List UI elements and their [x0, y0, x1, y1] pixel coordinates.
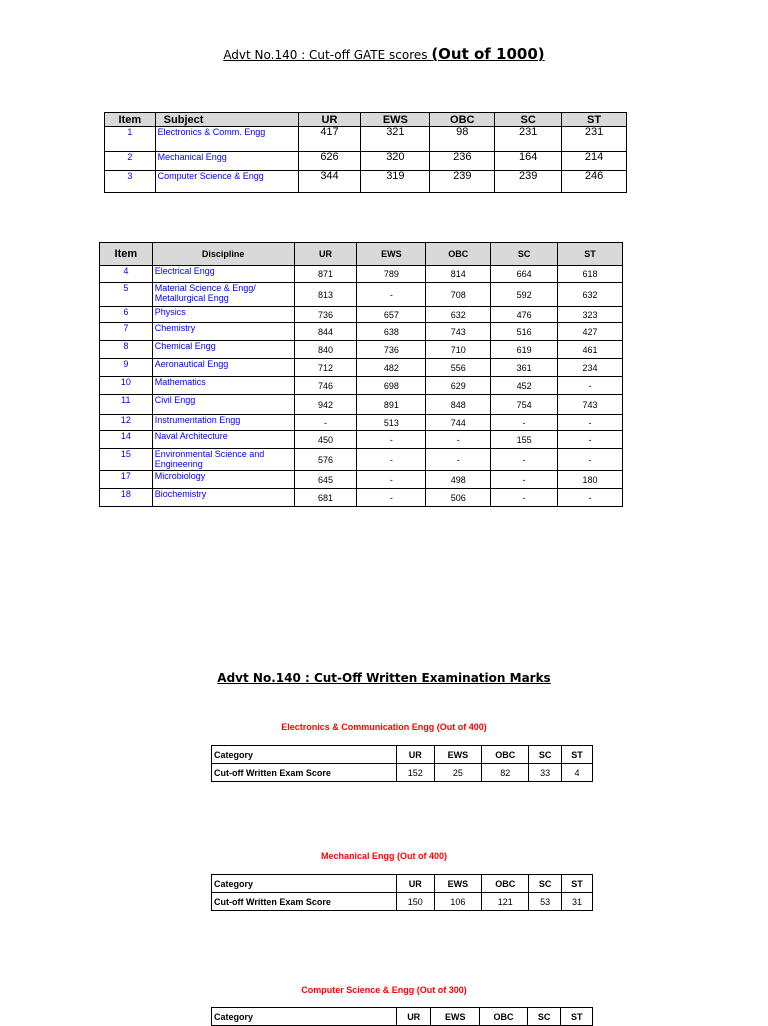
discipline-cell: Microbiology — [152, 471, 294, 489]
value-cell: 710 — [426, 341, 491, 359]
discipline-cell: Mathematics — [152, 377, 294, 395]
col-header-obc: OBC — [426, 243, 491, 266]
item-cell: 5 — [100, 283, 153, 307]
table-row — [105, 152, 627, 171]
value-cell: 813 — [294, 283, 357, 307]
value-cell: 814 — [426, 266, 491, 283]
gate-title-main: Advt No.140 : Cut-off GATE scores — [223, 48, 432, 62]
value-cell: 231 — [562, 127, 627, 152]
value-cell: 618 — [558, 266, 623, 283]
col-header-st: ST — [562, 746, 593, 764]
table-row — [100, 323, 623, 341]
discipline-cell: Material Science & Engg/ Metallurgical Engg — [152, 283, 294, 307]
table-row — [212, 764, 593, 782]
value-cell: 461 — [558, 341, 623, 359]
value-cell: 506 — [426, 489, 491, 507]
value-cell: 476 — [491, 307, 558, 323]
value-cell: 645 — [294, 471, 357, 489]
table-header-row — [212, 1008, 593, 1026]
value-cell: 417 — [298, 127, 361, 152]
item-cell: 10 — [100, 377, 153, 395]
table-row — [105, 127, 627, 152]
value-cell: 246 — [562, 171, 627, 193]
item-cell: 18 — [100, 489, 153, 507]
value-cell: 736 — [357, 341, 426, 359]
discipline-cell: Civil Engg — [152, 395, 294, 415]
value-cell: - — [357, 431, 426, 449]
col-header-sc: SC — [529, 746, 562, 764]
col-header-st: ST — [558, 243, 623, 266]
value-cell: 619 — [491, 341, 558, 359]
item-cell: 4 — [100, 266, 153, 283]
value-cell: 450 — [294, 431, 357, 449]
col-header-sc: SC — [491, 243, 558, 266]
item-cell: 2 — [105, 152, 156, 171]
value-cell: 452 — [491, 377, 558, 395]
value-cell: 754 — [491, 395, 558, 415]
gate-title — [0, 45, 768, 63]
value-cell: - — [357, 283, 426, 307]
col-header-obc: OBC — [482, 746, 529, 764]
value-cell: 516 — [491, 323, 558, 341]
col-header-discipline: Discipline — [152, 243, 294, 266]
col-header-subject: Subject — [155, 113, 298, 127]
table-row — [100, 359, 623, 377]
value-cell: 592 — [491, 283, 558, 307]
subject-cell: Computer Science & Engg — [155, 171, 298, 193]
value-cell: 231 — [495, 127, 562, 152]
value-cell: 180 — [558, 471, 623, 489]
value-cell: - — [491, 449, 558, 471]
value-cell: 239 — [495, 171, 562, 193]
table-row — [100, 449, 623, 471]
item-cell: 3 — [105, 171, 156, 193]
discipline-cell: Environmental Science and Engineering — [152, 449, 294, 471]
value-cell: 844 — [294, 323, 357, 341]
col-header-ur: UR — [397, 746, 435, 764]
value-cell: 323 — [558, 307, 623, 323]
value-cell: 121 — [482, 893, 529, 911]
row-label: Cut-off Written Exam Score — [212, 893, 397, 911]
value-cell: 4 — [562, 764, 593, 782]
value-cell: 626 — [298, 152, 361, 171]
col-header-sc: SC — [529, 875, 562, 893]
value-cell: 236 — [430, 152, 495, 171]
value-cell: 712 — [294, 359, 357, 377]
value-cell: 664 — [491, 266, 558, 283]
value-cell: 743 — [426, 323, 491, 341]
value-cell: 320 — [361, 152, 430, 171]
col-header-st: ST — [562, 113, 627, 127]
table-header-row — [105, 113, 627, 127]
table-row — [100, 341, 623, 359]
table-row — [100, 395, 623, 415]
discipline-cell: Physics — [152, 307, 294, 323]
value-cell: 891 — [357, 395, 426, 415]
value-cell: 98 — [430, 127, 495, 152]
value-cell: 150 — [397, 893, 435, 911]
item-cell: 17 — [100, 471, 153, 489]
value-cell: 53 — [529, 893, 562, 911]
discipline-cell: Instrumentation Engg — [152, 415, 294, 431]
value-cell: 789 — [357, 266, 426, 283]
table-row — [100, 377, 623, 395]
value-cell: 743 — [558, 395, 623, 415]
value-cell: - — [491, 471, 558, 489]
value-cell: - — [294, 415, 357, 431]
value-cell: 361 — [491, 359, 558, 377]
item-cell: 8 — [100, 341, 153, 359]
col-header-sc: SC — [495, 113, 562, 127]
subject-cell: Mechanical Engg — [155, 152, 298, 171]
value-cell: 33 — [529, 764, 562, 782]
value-cell: 629 — [426, 377, 491, 395]
value-cell: - — [357, 471, 426, 489]
value-cell: 321 — [361, 127, 430, 152]
value-cell: - — [558, 377, 623, 395]
value-cell: 214 — [562, 152, 627, 171]
discipline-cell: Electrical Engg — [152, 266, 294, 283]
col-header-obc: OBC — [430, 113, 495, 127]
value-cell: - — [357, 449, 426, 471]
gate-table-2 — [99, 242, 623, 507]
value-cell: 498 — [426, 471, 491, 489]
discipline-cell: Naval Architecture — [152, 431, 294, 449]
value-cell: 632 — [558, 283, 623, 307]
ece-subtitle: Electronics & Communication Engg (Out of 400) — [281, 722, 487, 732]
table-row — [105, 171, 627, 193]
table-row — [212, 893, 593, 911]
value-cell: 319 — [361, 171, 430, 193]
value-cell: 657 — [357, 307, 426, 323]
category-header: Category — [212, 875, 397, 893]
item-cell: 12 — [100, 415, 153, 431]
item-cell: 6 — [100, 307, 153, 323]
category-header: Category — [212, 1008, 397, 1026]
col-header-obc: OBC — [482, 875, 529, 893]
item-cell: 15 — [100, 449, 153, 471]
item-cell: 9 — [100, 359, 153, 377]
value-cell: 152 — [397, 764, 435, 782]
value-cell: 708 — [426, 283, 491, 307]
table-row — [100, 471, 623, 489]
value-cell: 942 — [294, 395, 357, 415]
value-cell: 746 — [294, 377, 357, 395]
value-cell: - — [558, 431, 623, 449]
cse-written-table — [211, 1007, 593, 1026]
discipline-cell: Chemistry — [152, 323, 294, 341]
value-cell: - — [558, 415, 623, 431]
col-header-ews: EWS — [431, 1008, 480, 1026]
col-header-ews: EWS — [434, 746, 482, 764]
table-header-row — [100, 243, 623, 266]
value-cell: 82 — [482, 764, 529, 782]
value-cell: 106 — [434, 893, 482, 911]
value-cell: - — [491, 415, 558, 431]
table-row — [100, 415, 623, 431]
col-header-st: ST — [562, 875, 593, 893]
value-cell: 871 — [294, 266, 357, 283]
item-cell: 7 — [100, 323, 153, 341]
value-cell: 840 — [294, 341, 357, 359]
item-cell: 11 — [100, 395, 153, 415]
value-cell: - — [491, 489, 558, 507]
cse-subtitle: Computer Science & Engg (Out of 300) — [301, 985, 467, 995]
value-cell: 632 — [426, 307, 491, 323]
value-cell: 556 — [426, 359, 491, 377]
mech-subtitle: Mechanical Engg (Out of 400) — [320, 851, 448, 861]
value-cell: - — [558, 449, 623, 471]
mech-written-table — [211, 874, 593, 911]
value-cell: 427 — [558, 323, 623, 341]
table-row — [100, 283, 623, 307]
subject-cell: Electronics & Comm. Engg — [155, 127, 298, 152]
table-row — [100, 489, 623, 507]
category-header: Category — [212, 746, 397, 764]
value-cell: 482 — [357, 359, 426, 377]
value-cell: - — [558, 489, 623, 507]
value-cell: 513 — [357, 415, 426, 431]
item-cell: 14 — [100, 431, 153, 449]
value-cell: 736 — [294, 307, 357, 323]
col-header-ur: UR — [294, 243, 357, 266]
col-header-obc: OBC — [480, 1008, 528, 1026]
col-header-ews: EWS — [361, 113, 430, 127]
col-header-ur: UR — [397, 1008, 431, 1026]
value-cell: 31 — [562, 893, 593, 911]
gate-title-big: (Out of 1000) — [431, 45, 545, 63]
value-cell: - — [357, 489, 426, 507]
col-header-ur: UR — [397, 875, 435, 893]
col-header-sc: SC — [527, 1008, 560, 1026]
ece-written-table — [211, 745, 593, 782]
col-header-item: Item — [105, 113, 156, 127]
discipline-cell: Chemical Engg — [152, 341, 294, 359]
col-header-ur: UR — [298, 113, 361, 127]
value-cell: 848 — [426, 395, 491, 415]
value-cell: - — [426, 449, 491, 471]
col-header-item: Item — [100, 243, 153, 266]
col-header-ews: EWS — [357, 243, 426, 266]
table-row — [100, 266, 623, 283]
written-title: Advt No.140 : Cut-Off Written Examination Marks — [217, 671, 551, 685]
col-header-st: ST — [561, 1008, 593, 1026]
item-cell: 1 — [105, 127, 156, 152]
value-cell: 344 — [298, 171, 361, 193]
value-cell: 25 — [434, 764, 482, 782]
gate-table-1 — [104, 112, 627, 193]
value-cell: 576 — [294, 449, 357, 471]
value-cell: 638 — [357, 323, 426, 341]
value-cell: 164 — [495, 152, 562, 171]
table-row — [100, 307, 623, 323]
col-header-ews: EWS — [434, 875, 482, 893]
discipline-cell: Aeronautical Engg — [152, 359, 294, 377]
discipline-cell: Biochemistry — [152, 489, 294, 507]
row-label: Cut-off Written Exam Score — [212, 764, 397, 782]
value-cell: 239 — [430, 171, 495, 193]
table-row — [100, 431, 623, 449]
value-cell: 744 — [426, 415, 491, 431]
table-header-row — [212, 875, 593, 893]
value-cell: 698 — [357, 377, 426, 395]
value-cell: 681 — [294, 489, 357, 507]
value-cell: 234 — [558, 359, 623, 377]
value-cell: - — [426, 431, 491, 449]
value-cell: 155 — [491, 431, 558, 449]
table-header-row — [212, 746, 593, 764]
